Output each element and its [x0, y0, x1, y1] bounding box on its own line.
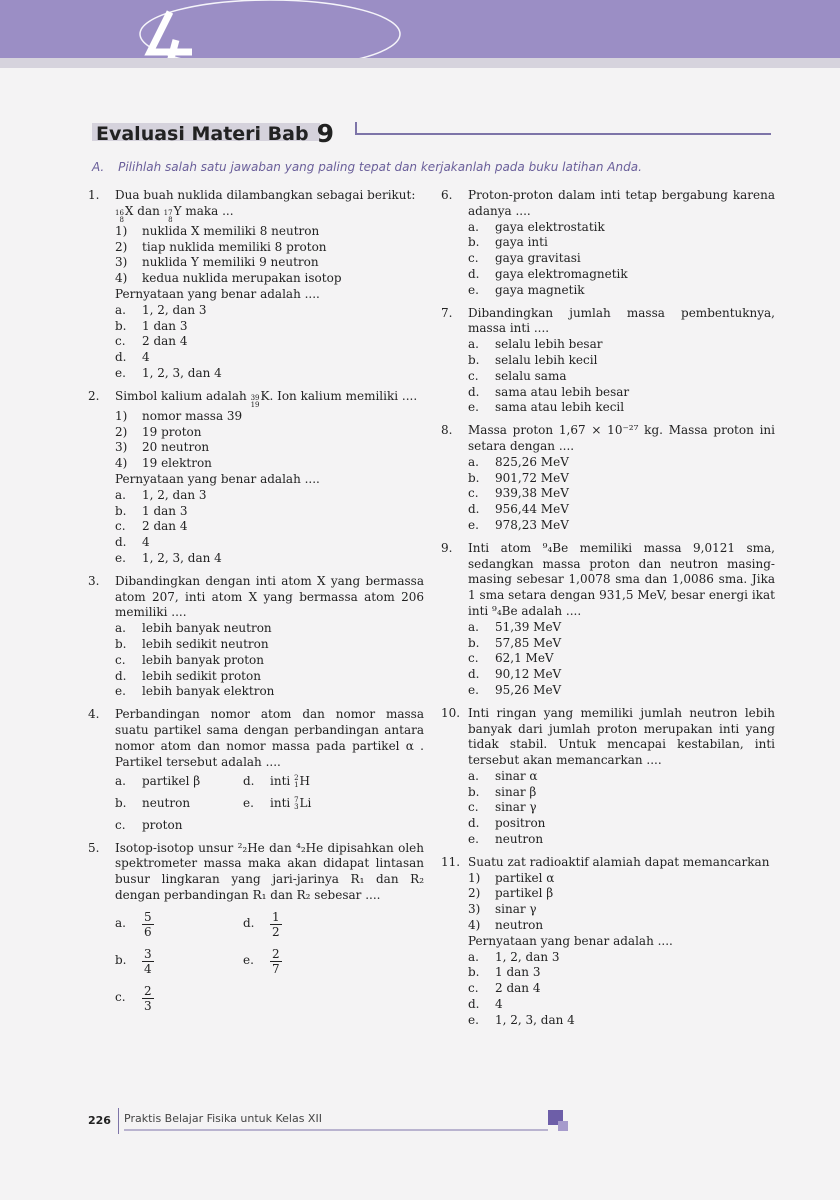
question-4 — [88, 707, 424, 834]
option-item — [468, 832, 775, 848]
option-list — [468, 620, 775, 699]
option-key: b. — [468, 784, 480, 799]
question-number: 10. — [441, 705, 461, 720]
question-text: Inti atom ⁹₄Be memiliki massa 9,0121 sma, sedangkan massa proton dan neutron masing-masing sebesar 1,0078 sma dan 1,0086 sma. Jika 1 sma setara dengan 931,5 MeV, besar energi ikat inti ⁹₄Be adalah .... — [468, 540, 775, 618]
option-text: positron — [495, 816, 546, 831]
option-text: gaya elektromagnetik — [495, 266, 628, 281]
option-text: sinar γ — [495, 902, 537, 917]
question-number: 11. — [441, 854, 461, 869]
option-key: 4) — [115, 456, 128, 471]
option-text: 1, 2, dan 3 — [142, 487, 207, 502]
option-key: e. — [115, 684, 126, 699]
option-text: gaya magnetik — [495, 282, 585, 297]
option-item — [468, 981, 775, 997]
option-text: 62,1 MeV — [495, 651, 554, 666]
option-key: b. — [115, 503, 127, 518]
page-title — [96, 119, 334, 148]
question-text: Simbol kalium adalah 39 19 K. Ion kalium memiliki .... — [115, 388, 418, 409]
option-list — [115, 303, 424, 382]
option-list — [468, 455, 775, 534]
option-key: c. — [468, 368, 479, 383]
header-strip — [0, 58, 840, 68]
question-text: Dibandingkan jumlah massa pembentuknya, massa inti .... — [468, 305, 775, 336]
question-text: Isotop-isotop unsur ²₂He dan ⁴₂He dipisahkan oleh spektrometer massa maka akan didapat lintasan busur lingkaran yang jari-jarinya R₁ dan R₂ dengan perbandingan R₁ dan R₂ sebesar .... — [115, 840, 424, 903]
option-item — [468, 785, 775, 801]
option-key: e. — [468, 1012, 479, 1027]
question-3 — [88, 574, 424, 700]
option-text: 4 — [142, 350, 150, 365]
option-item — [115, 240, 424, 256]
option-key: b. — [115, 318, 127, 333]
option-key: b. — [115, 636, 127, 651]
option-text: 1 dan 3 — [495, 965, 541, 980]
option-key: d. — [468, 384, 480, 399]
option-item — [468, 816, 775, 832]
chapter-number: 9 — [316, 119, 334, 148]
option-key: c. — [115, 519, 126, 534]
option-key: c. — [468, 800, 479, 815]
option-item — [468, 337, 775, 353]
option-key: c. — [115, 334, 126, 349]
option-key: a. — [468, 219, 479, 234]
option-item — [115, 684, 424, 700]
question-number: 2. — [88, 388, 100, 403]
option-text: 825,26 MeV — [495, 454, 569, 469]
option-text: sinar γ — [495, 800, 537, 815]
question-text: Dua buah nuklida dilambangkan sebagai berikut: — [115, 188, 416, 202]
option-key: e. — [468, 832, 479, 847]
option-text: gaya inti — [495, 235, 548, 250]
option-item — [115, 350, 424, 366]
option-key: d. — [468, 266, 480, 281]
option-text: 95,26 MeV — [495, 682, 562, 697]
option-item — [115, 255, 424, 271]
fraction: $\frac{3}{4}$ — [144, 946, 152, 976]
option-text: lebih banyak elektron — [142, 684, 275, 699]
question-text: Proton-proton dalam inti tetap bergabung karena adanya .... — [468, 188, 775, 218]
option-text: 57,85 MeV — [495, 635, 562, 650]
option-item — [468, 400, 775, 416]
nuclide-line: 16 8 X dan 17 8 Y maka ... — [115, 203, 234, 224]
option-text: 90,12 MeV — [495, 667, 562, 682]
prompt: Pernyataan yang benar adalah .... — [468, 933, 673, 948]
option-text: tiap nuklida memiliki 8 proton — [142, 239, 327, 254]
question-11 — [441, 855, 775, 1029]
option-text: 4 — [142, 535, 150, 550]
option-text: nomor massa 39 — [142, 408, 243, 423]
option-text: neutron — [495, 918, 544, 933]
title-rule — [355, 133, 771, 135]
option-text: 1, 2, 3, dan 4 — [142, 365, 222, 380]
footer-square-small-icon — [558, 1121, 568, 1131]
option-key: c. — [115, 652, 126, 667]
option-key: b. — [468, 470, 480, 485]
option-key: d. — [468, 816, 480, 831]
option-item — [468, 1013, 775, 1029]
nuclide-y: 17 8 — [163, 208, 173, 224]
option-text: sinar α — [495, 768, 538, 783]
option-item — [468, 455, 775, 471]
question-text: Massa proton 1,67 × 10⁻²⁷ kg. Massa proton ini setara dengan .... — [468, 423, 775, 453]
option-text: lebih banyak neutron — [142, 621, 272, 636]
option-item — [115, 669, 424, 685]
option-text: 956,44 MeV — [495, 502, 569, 517]
option-text: lebih sedikit proton — [142, 668, 261, 683]
option-item — [115, 425, 424, 441]
option-grid — [115, 774, 424, 833]
option-c: c. proton — [115, 817, 183, 832]
option-text: 2 dan 4 — [142, 334, 188, 349]
instruction-text: Pilihlah salah satu jawaban yang paling tepat dan kerjakanlah pada buku latihan Anda. — [118, 160, 642, 174]
option-text: 1 dan 3 — [142, 503, 188, 518]
option-item — [468, 965, 775, 981]
prompt: Pernyataan yang benar adalah .... — [115, 471, 320, 486]
option-text: partikel β — [495, 886, 554, 901]
option-item — [115, 653, 424, 669]
option-item — [115, 334, 424, 350]
question-2 — [88, 389, 424, 567]
option-item — [115, 456, 424, 472]
option-item — [115, 440, 424, 456]
option-item — [468, 918, 775, 934]
header-banner — [0, 0, 840, 62]
option-text: selalu lebih kecil — [495, 352, 598, 367]
option-text: selalu lebih besar — [495, 337, 603, 352]
fraction: $\frac{1}{2}$ — [272, 909, 280, 939]
option-key: a. — [468, 337, 479, 352]
option-key: c. — [468, 486, 479, 501]
option-item — [468, 902, 775, 918]
option-text: 51,39 MeV — [495, 619, 562, 634]
option-key: b. — [468, 635, 480, 650]
chapter-label: Evaluasi Materi Bab — [96, 122, 309, 145]
option-item — [468, 636, 775, 652]
option-text: sinar β — [495, 784, 537, 799]
option-text: 2 dan 4 — [142, 519, 188, 534]
question-number: 5. — [88, 840, 100, 855]
option-key: a. — [468, 949, 479, 964]
option-item — [468, 518, 775, 534]
fraction-option: b. $\frac{3}{4}$ — [115, 946, 152, 976]
option-key: 3) — [468, 902, 481, 917]
statement-list — [115, 224, 424, 287]
option-text: neutron — [495, 832, 544, 847]
option-item — [468, 667, 775, 683]
section-label: A. — [92, 160, 105, 174]
question-number: 3. — [88, 573, 100, 588]
question-number: 6. — [441, 188, 453, 202]
question-7 — [441, 306, 775, 417]
option-item — [115, 303, 424, 319]
option-item — [468, 651, 775, 667]
option-item — [115, 551, 424, 567]
option-text: 1 dan 3 — [142, 318, 188, 333]
fraction: $\frac{5}{6}$ — [144, 909, 152, 939]
option-key: 3) — [115, 440, 128, 455]
option-key: 3) — [115, 255, 128, 270]
option-text: 19 proton — [142, 424, 202, 439]
fraction: $\frac{2}{3}$ — [144, 983, 152, 1013]
fraction: $\frac{2}{7}$ — [272, 946, 280, 976]
option-item — [468, 769, 775, 785]
option-key: b. — [468, 352, 480, 367]
option-text: 1, 2, dan 3 — [495, 949, 560, 964]
option-key: d. — [115, 350, 127, 365]
question-text: Inti ringan yang memiliki jumlah neutron lebih banyak dari jumlah proton merupakan inti yang tidak stabil. Untuk mencapai kestabilan, inti tersebut akan memancarkan .... — [468, 705, 775, 768]
option-item — [115, 488, 424, 504]
option-item — [468, 471, 775, 487]
question-10 — [441, 706, 775, 848]
chapter-emblem — [0, 0, 840, 62]
footer-rule — [124, 1129, 548, 1131]
option-item — [468, 235, 775, 251]
nuclide-k: 39 19 — [250, 393, 260, 409]
option-key: c. — [468, 251, 479, 266]
option-key: 4) — [115, 271, 128, 286]
option-text: gaya elektrostatik — [495, 219, 605, 234]
option-d: d. inti 2 1 H — [243, 774, 310, 790]
option-key: e. — [115, 550, 126, 565]
question-number: 4. — [88, 707, 100, 722]
option-item — [468, 886, 775, 902]
statement-list — [115, 409, 424, 472]
option-key: 1) — [468, 870, 481, 885]
option-item — [115, 224, 424, 240]
option-key: 4) — [468, 918, 481, 933]
fraction-option-grid — [115, 910, 424, 1013]
option-b: b. neutron — [115, 796, 191, 811]
question-number: 8. — [441, 423, 453, 438]
option-item — [115, 519, 424, 535]
fraction-option: d. $\frac{1}{2}$ — [243, 909, 280, 939]
option-item — [468, 683, 775, 699]
option-item — [115, 535, 424, 551]
option-key: e. — [468, 400, 479, 415]
question-number: 1. — [88, 188, 100, 202]
option-key: d. — [115, 535, 127, 550]
option-text: 19 elektron — [142, 456, 212, 471]
option-key: c. — [468, 651, 479, 666]
option-text: 1, 2, 3, dan 4 — [495, 1012, 575, 1027]
option-item — [468, 283, 775, 299]
option-key: a. — [115, 302, 126, 317]
left-column — [88, 188, 424, 1020]
option-item — [468, 385, 775, 401]
option-key: b. — [468, 965, 480, 980]
option-item — [115, 319, 424, 335]
option-item — [468, 620, 775, 636]
option-text: sama atau lebih besar — [495, 384, 630, 399]
question-1 — [88, 188, 424, 382]
option-key: d. — [468, 997, 480, 1012]
option-key: a. — [468, 619, 479, 634]
section-instruction — [92, 160, 642, 174]
option-text: 978,23 MeV — [495, 517, 569, 532]
option-key: a. — [115, 487, 126, 502]
option-item — [468, 997, 775, 1013]
option-item — [468, 220, 775, 236]
option-item — [468, 267, 775, 283]
option-text: 1, 2, dan 3 — [142, 302, 207, 317]
option-text: nuklida X memiliki 8 neutron — [142, 223, 320, 238]
option-key: 1) — [115, 223, 128, 238]
option-item — [468, 950, 775, 966]
option-e: e. inti 7 3 Li — [243, 795, 312, 811]
option-text: 1, 2, 3, dan 4 — [142, 550, 222, 565]
option-key: 2) — [468, 886, 481, 901]
option-list — [115, 488, 424, 567]
option-key: d. — [115, 668, 127, 683]
option-key: d. — [468, 667, 480, 682]
option-text: kedua nuklida merupakan isotop — [142, 271, 342, 286]
fraction-option: e. $\frac{2}{7}$ — [243, 946, 280, 976]
option-text: partikel α — [495, 870, 555, 885]
option-key: e. — [115, 365, 126, 380]
option-item — [468, 800, 775, 816]
nuclide-x: 16 8 — [115, 208, 124, 224]
option-text: 901,72 MeV — [495, 470, 569, 485]
option-text: nuklida Y memiliki 9 neutron — [142, 255, 319, 270]
option-item — [468, 353, 775, 369]
fraction-option: a. $\frac{5}{6}$ — [115, 909, 152, 939]
option-text: lebih sedikit neutron — [142, 636, 269, 651]
option-item — [468, 871, 775, 887]
option-list — [115, 621, 424, 700]
option-key: e. — [468, 282, 479, 297]
option-text: sama atau lebih kecil — [495, 400, 625, 415]
option-key: e. — [468, 517, 479, 532]
option-key: 2) — [115, 424, 128, 439]
option-key: a. — [468, 768, 479, 783]
option-item — [115, 621, 424, 637]
prompt: Pernyataan yang benar adalah .... — [115, 286, 320, 301]
question-text: Suatu zat radioaktif alamiah dapat memancarkan — [468, 854, 770, 869]
option-text: lebih banyak proton — [142, 652, 265, 667]
question-5 — [88, 841, 424, 1013]
option-key: a. — [115, 621, 126, 636]
option-a: a. partikel β — [115, 774, 201, 789]
option-item — [115, 637, 424, 653]
option-item — [468, 251, 775, 267]
option-list — [468, 220, 775, 299]
option-key: 1) — [115, 408, 128, 423]
option-key: d. — [468, 502, 480, 517]
option-key: b. — [468, 235, 480, 250]
option-text: 20 neutron — [142, 440, 210, 455]
fraction-option: c. $\frac{2}{3}$ — [115, 983, 152, 1013]
option-item — [468, 502, 775, 518]
question-text: Perbandingan nomor atom dan nomor massa suatu partikel sama dengan perbandingan antara nomor atom dan nomor massa pada partikel α . Partikel tersebut adalah .... — [115, 707, 424, 769]
option-key: 2) — [115, 239, 128, 254]
option-text: gaya gravitasi — [495, 251, 581, 266]
option-text: 2 dan 4 — [495, 981, 541, 996]
option-text: 939,38 MeV — [495, 486, 569, 501]
book-title: Praktis Belajar Fisika untuk Kelas XII — [124, 1112, 322, 1125]
page-number: 226 — [88, 1114, 111, 1127]
statement-list — [468, 871, 775, 934]
option-list — [468, 769, 775, 848]
footer-divider — [118, 1108, 119, 1134]
option-item — [115, 409, 424, 425]
option-item — [468, 369, 775, 385]
question-number: 7. — [441, 305, 453, 320]
option-text: 4 — [495, 997, 503, 1012]
option-item — [468, 486, 775, 502]
option-text: selalu sama — [495, 368, 567, 383]
option-list — [468, 950, 775, 1029]
option-item — [115, 504, 424, 520]
option-key: c. — [468, 981, 479, 996]
question-text: Dibandingkan dengan inti atom X yang bermassa atom 207, inti atom X yang bermassa atom 206 memiliki .... — [115, 573, 424, 620]
question-9 — [441, 541, 775, 699]
option-list — [468, 337, 775, 416]
option-item — [115, 271, 424, 287]
question-number: 9. — [441, 540, 453, 555]
question-8 — [441, 423, 775, 534]
option-key: e. — [468, 682, 479, 697]
option-key: a. — [468, 454, 479, 469]
right-column — [441, 188, 775, 1036]
question-6 — [441, 188, 775, 299]
option-item — [115, 366, 424, 382]
